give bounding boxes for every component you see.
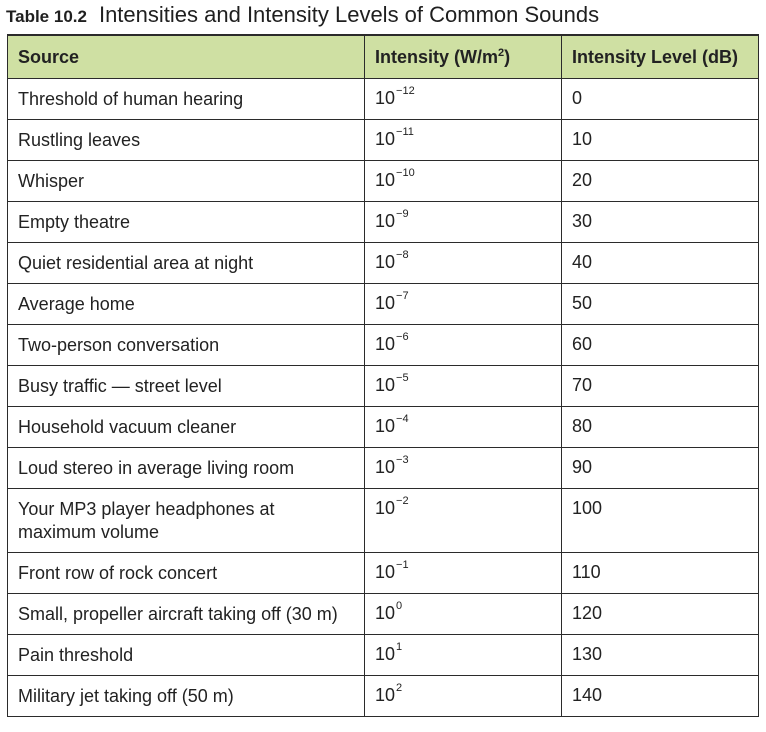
header-source: Source bbox=[8, 35, 365, 79]
table-number: Table 10.2 bbox=[6, 7, 87, 26]
cell-level: 0 bbox=[562, 79, 759, 120]
cell-source: Household vacuum cleaner bbox=[8, 407, 365, 448]
intensity-power bbox=[375, 208, 409, 232]
cell-level: 30 bbox=[562, 202, 759, 243]
intensity-power bbox=[375, 290, 409, 314]
intensity-power bbox=[375, 167, 415, 191]
cell-source: Military jet taking off (50 m) bbox=[8, 676, 365, 717]
cell-source: Busy traffic — street level bbox=[8, 366, 365, 407]
cell-source: Small, propeller aircraft taking off (30 m) bbox=[8, 594, 365, 635]
table-row bbox=[8, 202, 759, 243]
intensity-exponent: −10 bbox=[396, 167, 415, 179]
intensity-exponent: −3 bbox=[396, 454, 409, 466]
cell-source: Loud stereo in average living room bbox=[8, 448, 365, 489]
intensity-exponent: −7 bbox=[396, 290, 409, 302]
header-level: Intensity Level (dB) bbox=[562, 35, 759, 79]
intensity-exponent: 0 bbox=[396, 600, 403, 612]
table-title: Intensities and Intensity Levels of Common Sounds bbox=[98, 2, 600, 27]
intensity-base: 10 bbox=[375, 211, 396, 231]
intensity-power bbox=[375, 331, 409, 355]
intensity-base: 10 bbox=[375, 457, 396, 477]
intensity-base: 10 bbox=[375, 293, 396, 313]
cell-level: 120 bbox=[562, 594, 759, 635]
intensity-power bbox=[375, 413, 409, 437]
intensity-power bbox=[375, 495, 409, 519]
intensity-exponent: 2 bbox=[396, 682, 403, 694]
intensity-base: 10 bbox=[375, 88, 396, 108]
table-row bbox=[8, 325, 759, 366]
header-intensity-prefix: Intensity (W/m bbox=[375, 46, 499, 67]
intensity-power bbox=[375, 454, 409, 478]
intensity-base: 10 bbox=[375, 334, 396, 354]
cell-level: 20 bbox=[562, 161, 759, 202]
intensity-exponent: −8 bbox=[396, 249, 409, 261]
table-row bbox=[8, 79, 759, 120]
intensity-base: 10 bbox=[375, 129, 396, 149]
intensity-base: 10 bbox=[375, 562, 396, 582]
intensity-power bbox=[375, 641, 403, 665]
table-row bbox=[8, 594, 759, 635]
intensity-power bbox=[375, 559, 409, 583]
cell-source: Your MP3 player headphones at maximum volume bbox=[8, 489, 365, 553]
intensity-exponent: −1 bbox=[396, 559, 409, 571]
table-caption bbox=[6, 0, 599, 30]
cell-source: Empty theatre bbox=[8, 202, 365, 243]
cell-intensity bbox=[365, 366, 562, 407]
header-row bbox=[8, 35, 759, 79]
intensity-exponent: −11 bbox=[396, 126, 414, 138]
cell-level: 60 bbox=[562, 325, 759, 366]
intensity-base: 10 bbox=[375, 170, 396, 190]
cell-intensity bbox=[365, 161, 562, 202]
header-intensity-suffix: ) bbox=[504, 46, 511, 67]
intensity-exponent: −6 bbox=[396, 331, 409, 343]
cell-intensity bbox=[365, 243, 562, 284]
cell-intensity bbox=[365, 553, 562, 594]
intensity-exponent: −2 bbox=[396, 495, 409, 507]
intensity-power bbox=[375, 372, 409, 396]
header-intensity bbox=[365, 35, 562, 79]
table-row bbox=[8, 284, 759, 325]
cell-level: 130 bbox=[562, 635, 759, 676]
cell-source: Threshold of human hearing bbox=[8, 79, 365, 120]
cell-intensity bbox=[365, 120, 562, 161]
cell-level: 40 bbox=[562, 243, 759, 284]
intensity-power bbox=[375, 126, 414, 150]
cell-source: Rustling leaves bbox=[8, 120, 365, 161]
intensity-power bbox=[375, 85, 415, 109]
cell-level: 140 bbox=[562, 676, 759, 717]
cell-intensity bbox=[365, 407, 562, 448]
header-intensity-sup: 2 bbox=[498, 46, 505, 59]
intensity-base: 10 bbox=[375, 252, 396, 272]
cell-source: Pain threshold bbox=[8, 635, 365, 676]
cell-intensity bbox=[365, 594, 562, 635]
cell-intensity bbox=[365, 635, 562, 676]
cell-level: 70 bbox=[562, 366, 759, 407]
cell-level: 10 bbox=[562, 120, 759, 161]
cell-intensity bbox=[365, 79, 562, 120]
table-row bbox=[8, 161, 759, 202]
table-row bbox=[8, 676, 759, 717]
table-row bbox=[8, 448, 759, 489]
cell-source: Whisper bbox=[8, 161, 365, 202]
cell-source: Front row of rock concert bbox=[8, 553, 365, 594]
cell-intensity bbox=[365, 325, 562, 366]
cell-intensity bbox=[365, 489, 562, 553]
cell-level: 90 bbox=[562, 448, 759, 489]
table-row bbox=[8, 120, 759, 161]
cell-source: Two-person conversation bbox=[8, 325, 365, 366]
cell-source: Quiet residential area at night bbox=[8, 243, 365, 284]
intensity-base: 10 bbox=[375, 603, 396, 623]
table-row bbox=[8, 243, 759, 284]
intensity-power bbox=[375, 682, 403, 706]
cell-intensity bbox=[365, 676, 562, 717]
cell-level: 110 bbox=[562, 553, 759, 594]
intensity-exponent: −5 bbox=[396, 372, 409, 384]
intensity-base: 10 bbox=[375, 375, 396, 395]
table-row bbox=[8, 407, 759, 448]
intensity-exponent: −12 bbox=[396, 85, 415, 97]
intensity-base: 10 bbox=[375, 416, 396, 436]
cell-level: 50 bbox=[562, 284, 759, 325]
table-row bbox=[8, 366, 759, 407]
cell-level: 100 bbox=[562, 489, 759, 553]
intensity-power bbox=[375, 600, 403, 624]
cell-intensity bbox=[365, 284, 562, 325]
cell-intensity bbox=[365, 202, 562, 243]
table-row bbox=[8, 553, 759, 594]
cell-source: Average home bbox=[8, 284, 365, 325]
intensity-base: 10 bbox=[375, 685, 396, 705]
intensity-exponent: 1 bbox=[396, 641, 403, 653]
intensity-exponent: −9 bbox=[396, 208, 409, 220]
cell-intensity bbox=[365, 448, 562, 489]
sound-intensity-table bbox=[7, 34, 759, 717]
intensity-exponent: −4 bbox=[396, 413, 409, 425]
table-row bbox=[8, 489, 759, 553]
intensity-power bbox=[375, 249, 409, 273]
cell-level: 80 bbox=[562, 407, 759, 448]
intensity-base: 10 bbox=[375, 498, 396, 518]
table-body bbox=[8, 79, 759, 717]
intensity-base: 10 bbox=[375, 644, 396, 664]
table-row bbox=[8, 635, 759, 676]
